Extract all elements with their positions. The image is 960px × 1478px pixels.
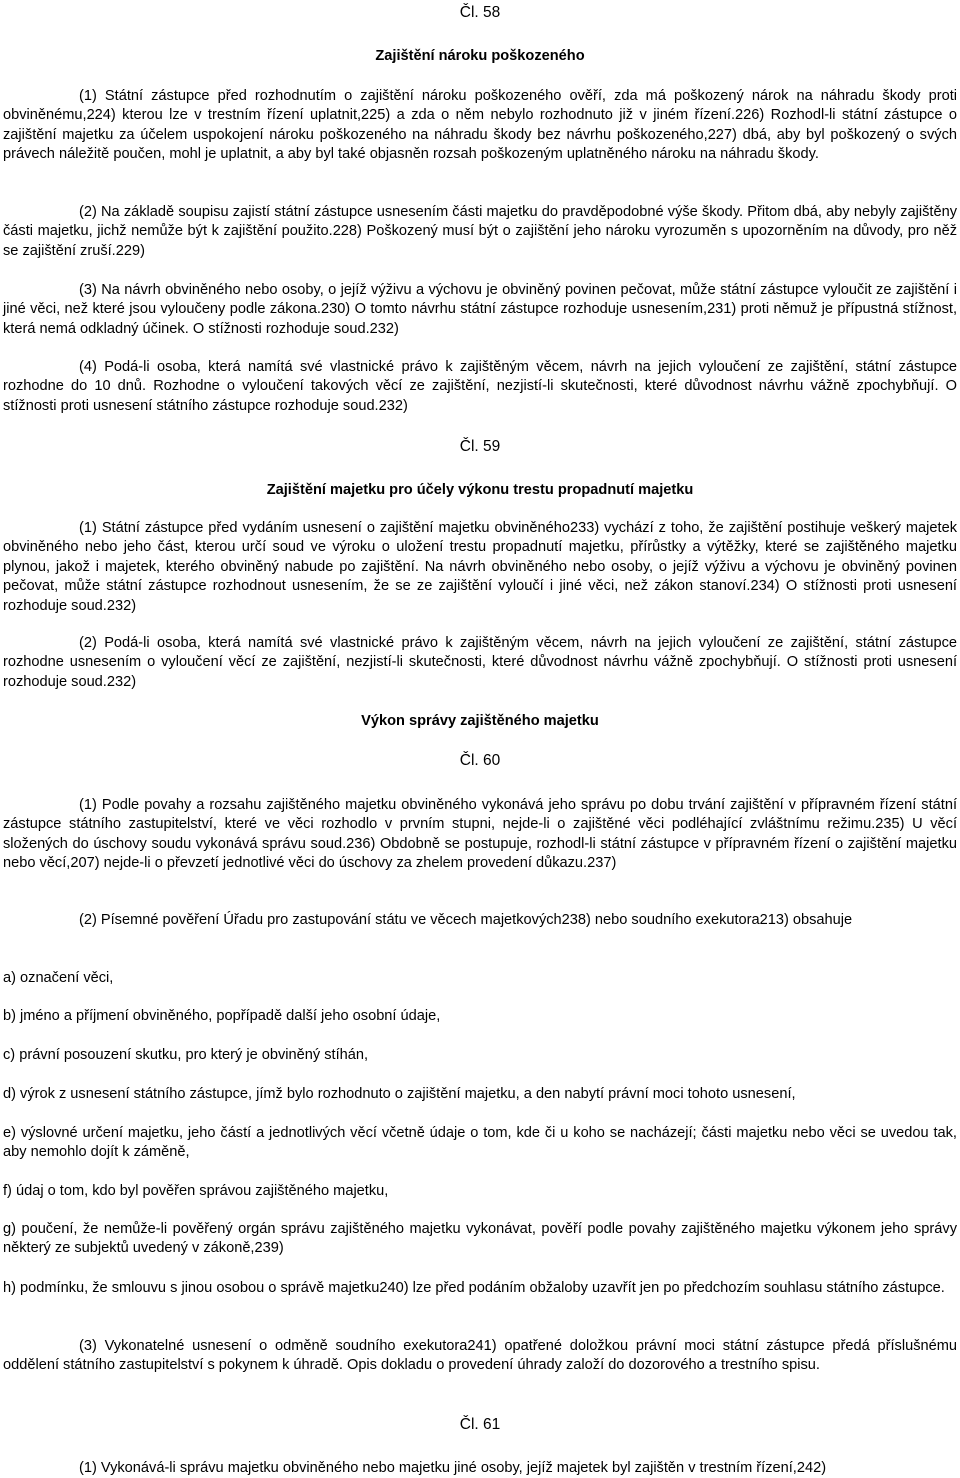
article-60-number: Čl. 60 [459,752,501,769]
article-59-number: Čl. 59 [459,438,501,455]
art59-paragraph-2: (2) Podá-li osoba, která namítá své vlastnické právo k zajištěným věcem, návrh na jejich vyloučení ze zajištění, státní zástupce rozhodne usnesením o vyloučení věcí ze zajištění, nezjistí-li skutečnosti, které důvodnost návrhu vážně zpochybňují. O stížnosti proti usnesení rozhoduje soud.232) [3,635,957,690]
article-58-heading: Zajištění nároku poškozeného [375,48,585,64]
art58-paragraph-3: (3) Na návrh obviněného nebo osoby, o jejíž výživu a výchovu je obviněný povinen pečovat, může státní zástupce vyloučit ze zajištění i jiné věci, než které jsou vyloučeny podle zákona.230) O tomto návrhu státní zástupce rozhoduje usnesením,231) proti němuž je přípustná stížnost, která nemá odkladný účinek. O stížnosti rozhoduje soud.232) [3,282,957,337]
art60-item-a: a) označení věci, [3,970,114,986]
article-61-number: Čl. 61 [459,1416,501,1433]
art60-item-f: f) údaj o tom, kdo byl pověřen správou zajištěného majetku, [3,1183,389,1199]
art61-paragraph-1: (1) Vykonává-li správu majetku obviněného nebo majetku jiné osoby, jejíž majetek byl zajištěn v trestním řízení,242) [79,1460,827,1476]
art58-paragraph-4: (4) Podá-li osoba, která namítá své vlastnické právo k zajištěným věcem, návrh na jejich vyloučení ze zajištění, státní zástupce rozhodne do 10 dnů. Rozhodne o vyloučení takových věcí ze zajištění, nezjistí-li skutečnosti, které důvodnost návrhu vážně zpochybňují. O stížnosti proti usnesení státního zástupce rozhoduje soud.232) [3,359,957,414]
art60-item-b: b) jméno a příjmení obviněného, popřípadě další jeho osobní údaje, [3,1008,441,1024]
art60-item-h: h) podmínku, že smlouvu s jinou osobou o správě majetku240) lze před podáním obžaloby uzavřít jen po předchozím souhlasu státního zástupce. [3,1280,945,1296]
art60-paragraph-2: (2) Písemné pověření Úřadu pro zastupování státu ve věcech majetkových238) nebo soudního exekutora213) obsahuje [79,912,853,928]
art60-item-g: g) poučení, že nemůže-li pověřený orgán správu zajištěného majetku vykonávat, pověří podle povahy zajištěného majetku výkonem jeho správy některý ze subjektů uvedený v zákoně,239) [3,1221,957,1257]
art60-item-c: c) právní posouzení skutku, pro který je obviněný stíhán, [3,1047,369,1063]
art60-paragraph-1: (1) Podle povahy a rozsahu zajištěného majetku obviněného vykonává jeho správu po dobu trvání zajištění v přípravném řízení státní zástupce státního zastupitelství, které ve věci rozhodlo v prvním stupni, nejde-li o zajištěné věci podléhající zvláštnímu režimu.235) U věcí složených do úschovy soudu vykonává správu soud.236) Obdobně se postupuje, rozhodl-li státní zástupce v přípravném řízení o zajištění majetku nebo věcí,207) nejde-li o převzetí jednotlivé věci do úschovy za zhelem provedení důkazu.237) [3,797,957,872]
article-58-number: Čl. 58 [459,4,501,21]
art58-paragraph-1: (1) Státní zástupce před rozhodnutím o zajištění nároku poškozeného ověří, zda má poškozený nárok na náhradu škody proti obviněnému,224) kterou lze v trestním řízení uplatnit,225) a zda o něm nebylo rozhodnuto již v jiném řízení.226) Rozhodl-li státní zástupce o zajištění majetku za účelem uspokojení nároku poškozeného na náhradu škody bez návrhu poškozeného,227) dbá, aby byl poškozený o svých právech náležitě poučen, mohl je uplatnit, a aby byl také objasněn rozsah poškozeným uplatněného nároku na náhradu škody. [3,88,957,163]
art60-item-d: d) výrok z usnesení státního zástupce, jímž bylo rozhodnuto o zajištění majetku, a den nabytí právní moci tohoto usnesení, [3,1086,796,1102]
art58-paragraph-2: (2) Na základě soupisu zajistí státní zástupce usnesením části majetku do pravděpodobné výše škody. Přitom dbá, aby nebyly zajištěny části majetku, jichž nemůže být k zajištění použito.228) Poškozený musí být o zajištění jeho nároku vyrozuměn s upozorněním na důvody, pro něž se zajištění zruší.229) [3,204,957,259]
art60-item-e: e) výslovné určení majetku, jeho částí a jednotlivých věcí včetně údaje o tom, kde či u koho se nacházejí; části majetku nebo věci se uvedou tak, aby nemohlo dojít k záměně, [3,1125,957,1161]
article-59-heading: Zajištění majetku pro účely výkonu trestu propadnutí majetku [266,482,694,498]
art59-paragraph-1: (1) Státní zástupce před vydáním usnesení o zajištění majetku obviněného233) vychází z toho, že zajištění postihuje veškerý majetek obviněného nebo jeho část, kterou určí soud ve výroku o uložení trestu propadnutí majetku, přírůstky a výtěžky, které se zajištěného majetku plynou, jakož i majetek, kterého obviněný nabude po zajištění. Na návrh obviněného nebo osoby, o jejíž výživu a výchovu je obviněný povinen pečovat, může státní zástupce rozhodnout usnesením, že se ze zajištění vyloučí i jiné věci, než zákon stanoví.234) O stížnosti proti usnesení rozhoduje soud.232) [3,520,957,614]
art60-paragraph-3: (3) Vykonatelné usnesení o odměně soudního exekutora241) opatřené doložkou právní moci státní zástupce předá příslušnému oddělení státního zastupitelství s pokynem k úhradě. Opis dokladu o provedení úhrady založí do dozorového a trestního spisu. [3,1338,957,1374]
section-heading: Výkon správy zajištěného majetku [361,713,599,729]
